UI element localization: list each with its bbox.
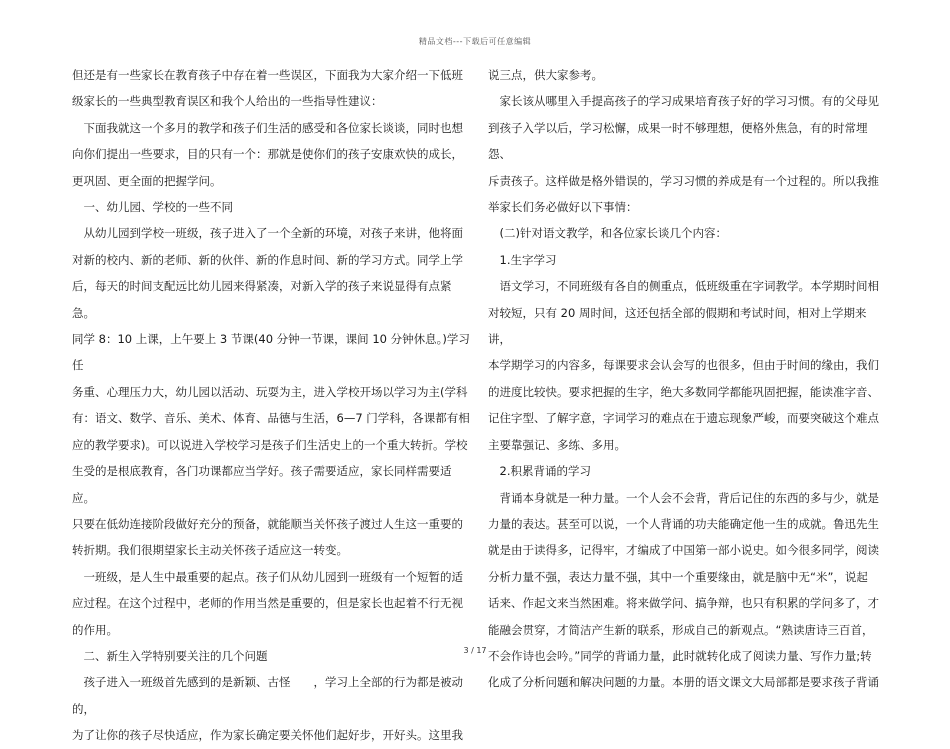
text-line: 分析力量不强，表达力量不强，其中一个重要缘由，就是脑中无“米”，说起	[488, 569, 868, 584]
text-line: (二)针对语文教学，和各位家长谈几个内容：	[488, 226, 727, 241]
text-line: 应的教学要求)。可以说进入学校学习是孩子们生活史上的一个重大转折。学校	[72, 437, 468, 452]
text-line: 斥责孩子。这样做是格外错误的，学习习惯的养成是有一个过程的。所以我推	[488, 173, 879, 188]
text-line: 只要在低幼连接阶段做好充分的预备，就能顺当关怀孩子渡过人生这一重要的	[72, 516, 463, 531]
text-line: 为了让你的孩子尽快适应，作为家长确定要关怀他们起好步，开好头。这里我	[72, 728, 463, 743]
text-line: 记住字型、了解字意，字词学习的难点在于遗忘现象严峻，而要突破这个难点	[488, 411, 879, 426]
text-line: 的进度比较快。要求把握的生字，绝大多数同学都能巩固把握，能读准字音、	[488, 384, 879, 399]
text-line: 下面我就这一个多月的教学和孩子们生活的感受和各位家长谈谈，同时也想	[72, 120, 463, 135]
text-line: 一班级，是人生中最重要的起点。孩子们从幼儿园到一班级有一个短暂的适	[72, 569, 463, 584]
text-line: 2.积累背诵的学习	[488, 464, 591, 479]
text-line: 从幼儿园到学校一班级，孩子进入了一个全新的环境，对孩子来讲，他将面	[72, 226, 463, 241]
text-line: 家长该从哪里入手提高孩子的学习成果培育孩子好的学习习惯。有的父母见	[488, 94, 879, 109]
text-line: 1.生字学习	[488, 252, 557, 267]
text-line: 说三点，供大家参考。	[488, 68, 603, 82]
text-line: 但还是有一些家长在教育孩子中存在着一些误区，下面我为大家介绍一下低班	[72, 68, 463, 82]
text-line: 能融会贯穿，才简洁产生新的联系，形成自己的新观点。“熟读唐诗三百首，	[488, 622, 874, 637]
text-line: 话来、作起文来当然困难。将来做学问、搞争辩，也只有积累的学问多了，才	[488, 596, 879, 611]
text-line: 化成了分析问题和解决问题的力量。本册的语文课文大局部都是要求孩子背诵	[488, 675, 879, 690]
right-text-column	[488, 62, 888, 696]
text-line: 孩子进入一班级首先感到的是新颖、古怪 ，学习上全部的行为都是被动的，	[72, 675, 463, 716]
text-line: 对新的校内、新的老师、新的伙伴、新的作息时间、新的学习方式。同学上学	[72, 252, 463, 267]
text-line: 后，每天的时间支配远比幼儿园来得紧凑，对新入学的孩子来说显得有点紧急。	[72, 279, 452, 320]
text-line: 务重、心理压力大，幼儿园以活动、玩耍为主，进入学校开场以学习为主(学科	[72, 384, 468, 399]
text-line: 对较短，只有 20 周时间，这还包括全部的假期和考试时间，相对上学期来讲，	[488, 305, 867, 347]
text-line: 同学 8：10 上课，上午要上 3 节课(40 分钟一节课，课间 10 分钟休息。)学习任	[72, 332, 470, 373]
text-line: 到孩子入学以后，学习松懈，成果一时不够理想，便格外焦急，有的时常埋怨、	[488, 120, 868, 162]
text-line: 级家长的一些典型教育误区和我个人给出的一些指导性建议：	[72, 94, 383, 109]
text-line: 的作用。	[72, 622, 118, 637]
text-line: 语文学习，不同班级有各自的侧重点，低班级重在字词教学。本学期时间相	[488, 279, 879, 294]
text-line: 生受的是根底教育，各门功课都应当学好。孩子需要适应，家长同样需要适应。	[72, 464, 452, 505]
text-line: 应过程。在这个过程中，老师的作用当然是重要的，但是家长也起着不行无视	[72, 596, 463, 611]
text-line: 更巩固、更全面的把握学问。	[72, 173, 222, 188]
text-line: 向你们提出一些要求，目的只有一个：那就是使你们的孩子安康欢快的成长，	[72, 147, 463, 162]
text-line: 本学期学习的内容多，每课要求会认会写的也很多，但由于时间的缘由，我们	[488, 358, 879, 373]
text-line: 转折期。我们很期望家长主动关怀孩子适应这一转变。	[72, 543, 348, 558]
text-line: 不会作诗也会吟。”同学的背诵力量，此时就转化成了阅读力量、写作力量;转	[488, 648, 872, 663]
text-line: 二、新生入学特别要关注的几个问题	[72, 648, 268, 663]
text-line: 背诵本身就是一种力量。一个人会不会背，背后记住的东西的多与少，就是	[488, 490, 879, 505]
page-header: 精品文档---下载后可任意编辑	[418, 37, 532, 46]
text-line: 举家长们务必做好以下事情：	[488, 200, 638, 215]
text-line: 主要靠强记、多练、多用。	[488, 437, 626, 452]
text-line: 力量的表达。甚至可以说，一个人背诵的功夫能确定他一生的成就。鲁迅先生	[488, 516, 879, 531]
text-line: 一、幼儿园、学校的一些不同	[72, 200, 233, 215]
text-line: 就是由于读得多，记得牢，才编成了中国第一部小说史。如今很多同学，阅读	[488, 543, 879, 558]
page-number: 3 / 17	[463, 646, 487, 655]
text-line: 有：语文、数学、音乐、美术、体育、品德与生活，6—7 门学科，各课都有相	[72, 411, 470, 426]
